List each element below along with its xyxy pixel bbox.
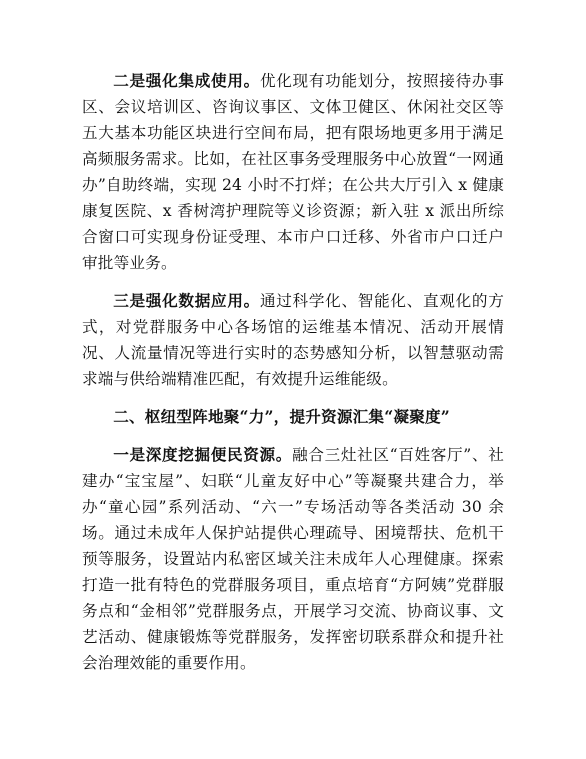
paragraph-body: 优化现有功能划分，按照接待办事区、会议培训区、咨询议事区、文体卫健区、休闲社交区等五大基本功能区块进行空间布局，把有限场地更多用于满足高频服务需求。比如，在社区事务受理服务中心放置“一网通办”自助终端，实现 24 小时不打烊；在公共大厅引入 x 健康康复医院、x 香树湾护理院等义诊资源；新入驻 x 派出所综合窗口可实现身份证受理、本市户口迁移、外省市户口迁户审批等业务。 <box>82 72 504 272</box>
paragraph-lead: 一是深度挖掘便民资源。 <box>113 445 293 464</box>
paragraph-lead: 二是强化集成使用。 <box>113 71 260 90</box>
paragraph-lead: 三是强化数据应用。 <box>113 291 260 310</box>
section-heading: 二、枢纽型阵地聚“力”，提升资源汇集“凝聚度” <box>113 407 450 426</box>
paragraph-body: 融合三灶社区“百姓客厅”、社建办“宝宝屋”、妇联“儿童友好中心”等凝聚共建合力，举办“童心园”系列活动、“六一”专场活动等各类活动 30 余场。通过未成年人保护站提供心理疏导、困境帮扶、危机干预等服务，设置站内私密区域关注未成年人心理健康。探索打造一批有特色的党群服务项目，重点培育“方阿姨”党群服务点和“金相邻”党群服务点，开展学习交流、协商议事、文艺活动、健康锻炼等党群服务，发挥密切联系群众和提升社会治理效能的重要作用。 <box>82 446 504 672</box>
paragraph-convenience-resources <box>82 442 504 676</box>
paragraph-data-application <box>82 288 504 392</box>
paragraph-integrated-use <box>82 68 504 276</box>
paragraph-body: 通过科学化、智能化、直观化的方式，对党群服务中心各场馆的运维基本情况、活动开展情况、人流量情况等进行实时的态势感知分析，以智慧驱动需求端与供给端精准匹配，有效提升运维能级。 <box>82 292 504 388</box>
